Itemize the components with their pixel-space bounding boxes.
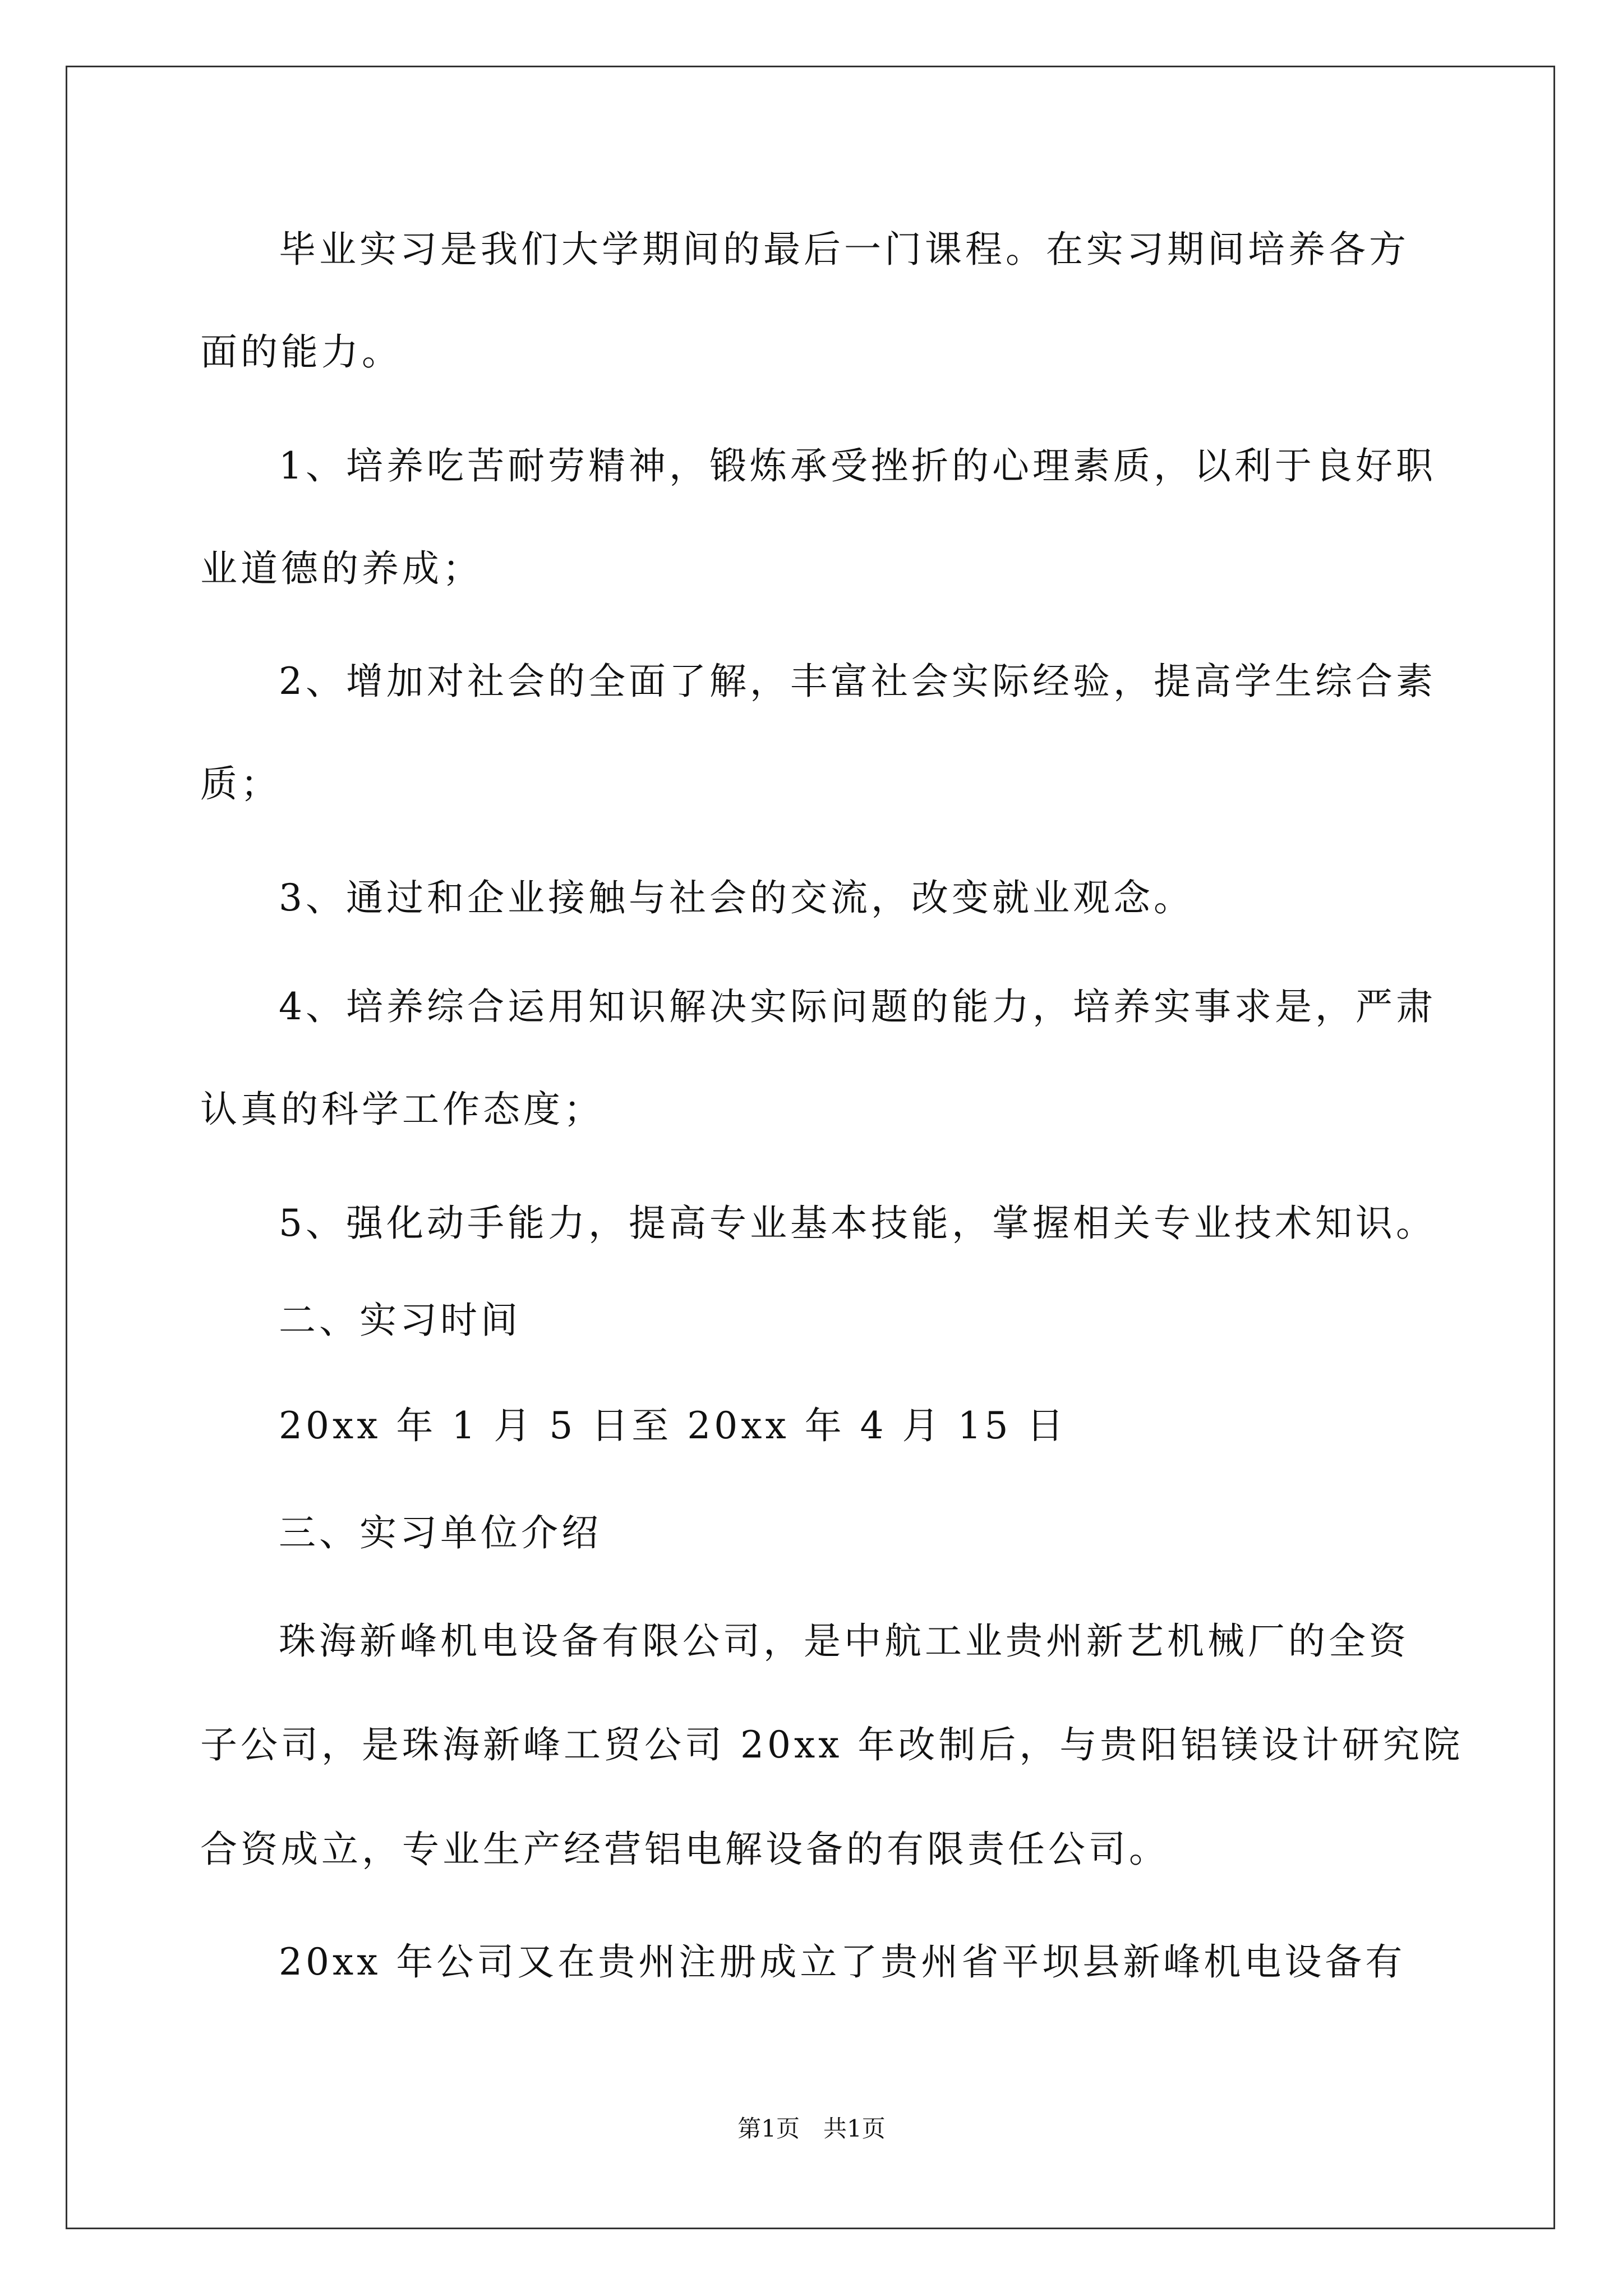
paragraph-line: 子公司，是珠海新峰工贸公司 20xx 年改制后，与贵阳铝镁设计研究院 <box>200 1723 1464 1766</box>
page-footer: 第1页 共1页 <box>737 2115 886 2142</box>
section-heading: 二、实习时间 <box>279 1299 521 1342</box>
paragraph-line: 2、增加对社会的全面了解，丰富社会实际经验，提高学生综合素 <box>279 660 1436 703</box>
paragraph-line: 4、培养综合运用知识解决实际问题的能力，培养实事求是，严肃 <box>279 985 1436 1028</box>
paragraph-line: 合资成立，专业生产经营铝电解设备的有限责任公司。 <box>200 1828 1169 1871</box>
paragraph-line: 5、强化动手能力，提高专业基本技能，掌握相关专业技术知识。 <box>279 1202 1436 1245</box>
paragraph-line: 20xx 年公司又在贵州注册成立了贵州省平坝县新峰机电设备有 <box>279 1940 1406 1984</box>
section-heading: 三、实习单位介绍 <box>279 1511 602 1554</box>
paragraph-line: 认真的科学工作态度； <box>200 1088 604 1131</box>
paragraph-line: 质； <box>200 762 281 806</box>
paragraph-line: 1、培养吃苦耐劳精神，锻炼承受挫折的心理素质，以利于良好职 <box>279 444 1436 487</box>
paragraph-line: 珠海新峰机电设备有限公司，是中航工业贵州新艺机械厂的全资 <box>279 1619 1409 1663</box>
paragraph-line: 业道德的养成； <box>200 547 483 590</box>
paragraph-line: 20xx 年 1 月 5 日至 20xx 年 4 月 15 日 <box>279 1404 1067 1447</box>
paragraph-line: 毕业实习是我们大学期间的最后一门课程。在实习期间培养各方 <box>279 228 1409 271</box>
paragraph-line: 面的能力。 <box>200 330 402 374</box>
paragraph-line: 3、通过和企业接触与社会的交流，改变就业观念。 <box>279 876 1194 919</box>
page-border <box>66 66 1555 2229</box>
